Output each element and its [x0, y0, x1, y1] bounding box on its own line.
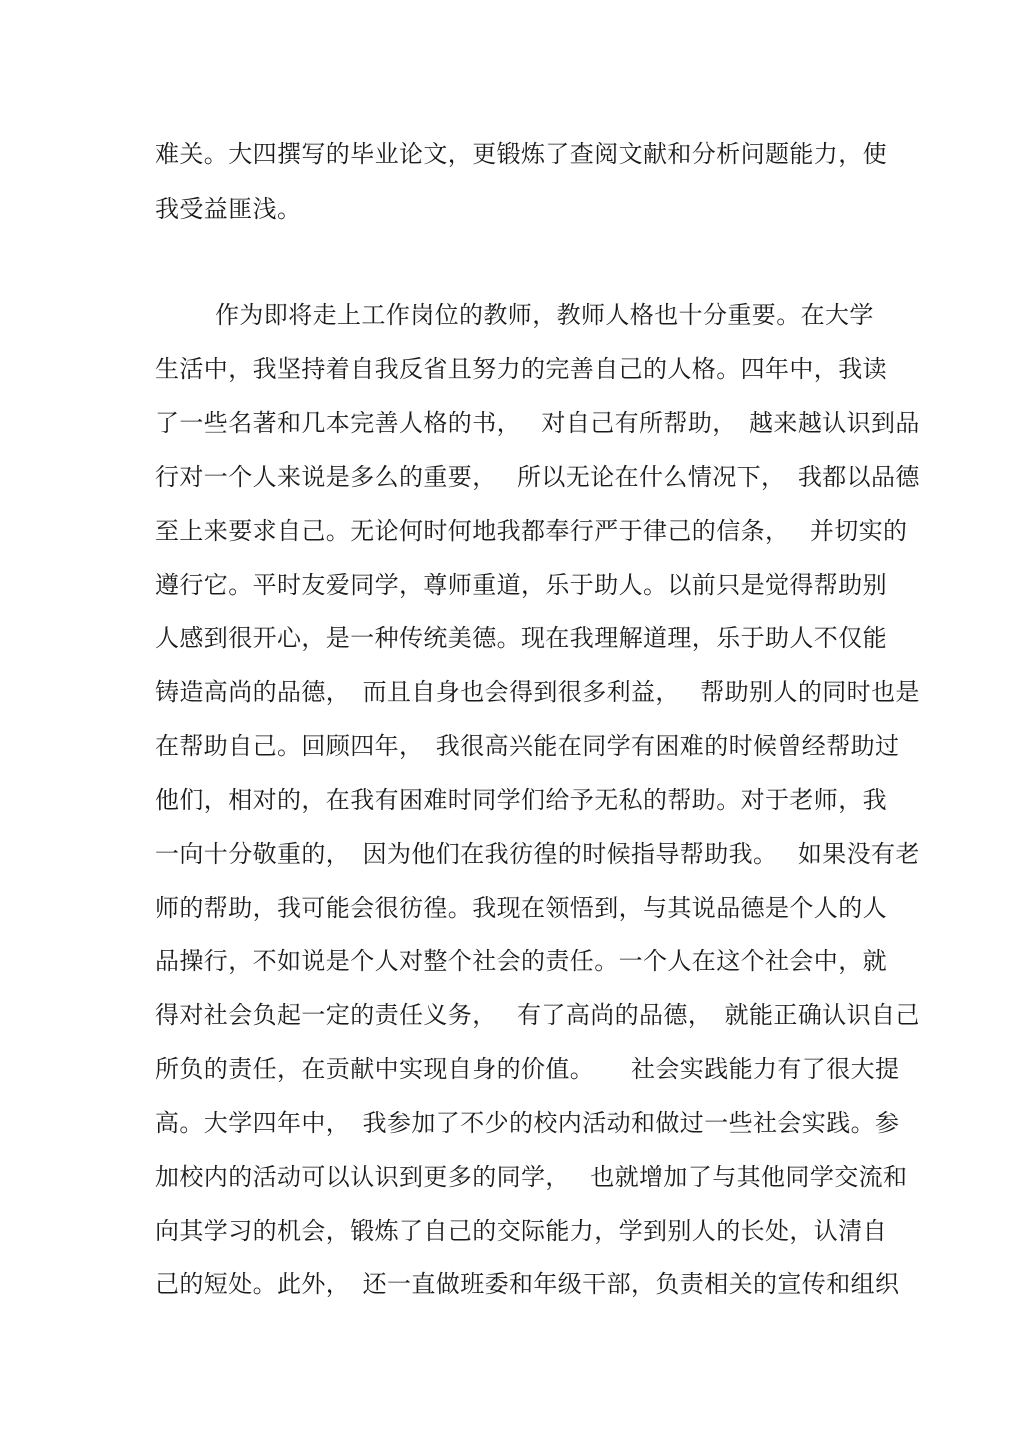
text-line: 所负的责任，在贡献中实现自身的价值。 社会实践能力有了很大提 [155, 1055, 900, 1083]
text-line: 铸造高尚的品德， 而且自身也会得到很多利益， 帮助别人的同时也是 [155, 678, 920, 706]
text-line: 人感到很开心，是一种传统美德。现在我理解道理，乐于助人不仅能 [155, 624, 887, 652]
text-line: 向其学习的机会，锻炼了自己的交际能力，学到别人的长处，认清自 [155, 1217, 887, 1245]
text-line: 了一些名著和几本完善人格的书， 对自己有所帮助， 越来越认识到品 [155, 409, 920, 437]
text-line: 至上来要求自己。无论何时何地我都奉行严于律己的信条， 并切实的 [155, 517, 908, 545]
text-line: 品操行，不如说是个人对整个社会的责任。一个人在这个社会中，就 [155, 947, 887, 975]
text-line: 遵行它。平时友爱同学，尊师重道，乐于助人。以前只是觉得帮助别 [155, 571, 887, 599]
text-line: 高。大学四年中， 我参加了不少的校内活动和做过一些社会实践。参 [155, 1109, 900, 1137]
text-line: 生活中，我坚持着自我反省且努力的完善自己的人格。四年中，我读 [155, 355, 887, 383]
text-line: 加校内的活动可以认识到更多的同学， 也就增加了与其他同学交流和 [155, 1163, 908, 1191]
text-line: 师的帮助，我可能会很彷徨。我现在领悟到，与其说品德是个人的人 [155, 894, 887, 922]
text-line: 难关。大四撰写的毕业论文，更锻炼了查阅文献和分析问题能力，使 [155, 140, 887, 168]
text-line: 他们，相对的，在我有困难时同学们给予无私的帮助。对于老师，我 [155, 786, 887, 814]
text-line: 己的短处。此外， 还一直做班委和年级干部，负责相关的宣传和组织 [155, 1270, 900, 1298]
text-line: 行对一个人来说是多么的重要， 所以无论在什么情况下， 我都以品德 [155, 463, 920, 491]
text-line: 一向十分敬重的， 因为他们在我彷徨的时候指导帮助我。 如果没有老 [155, 840, 920, 868]
paragraph-first-line: 作为即将走上工作岗位的教师，教师人格也十分重要。在大学 [215, 301, 874, 329]
text-line: 得对社会负起一定的责任义务， 有了高尚的品德， 就能正确认识自己 [155, 1001, 920, 1029]
text-line: 在帮助自己。回顾四年， 我很高兴能在同学有困难的时候曾经帮助过 [155, 732, 900, 760]
text-line: 我受益匪浅。 [155, 195, 302, 223]
